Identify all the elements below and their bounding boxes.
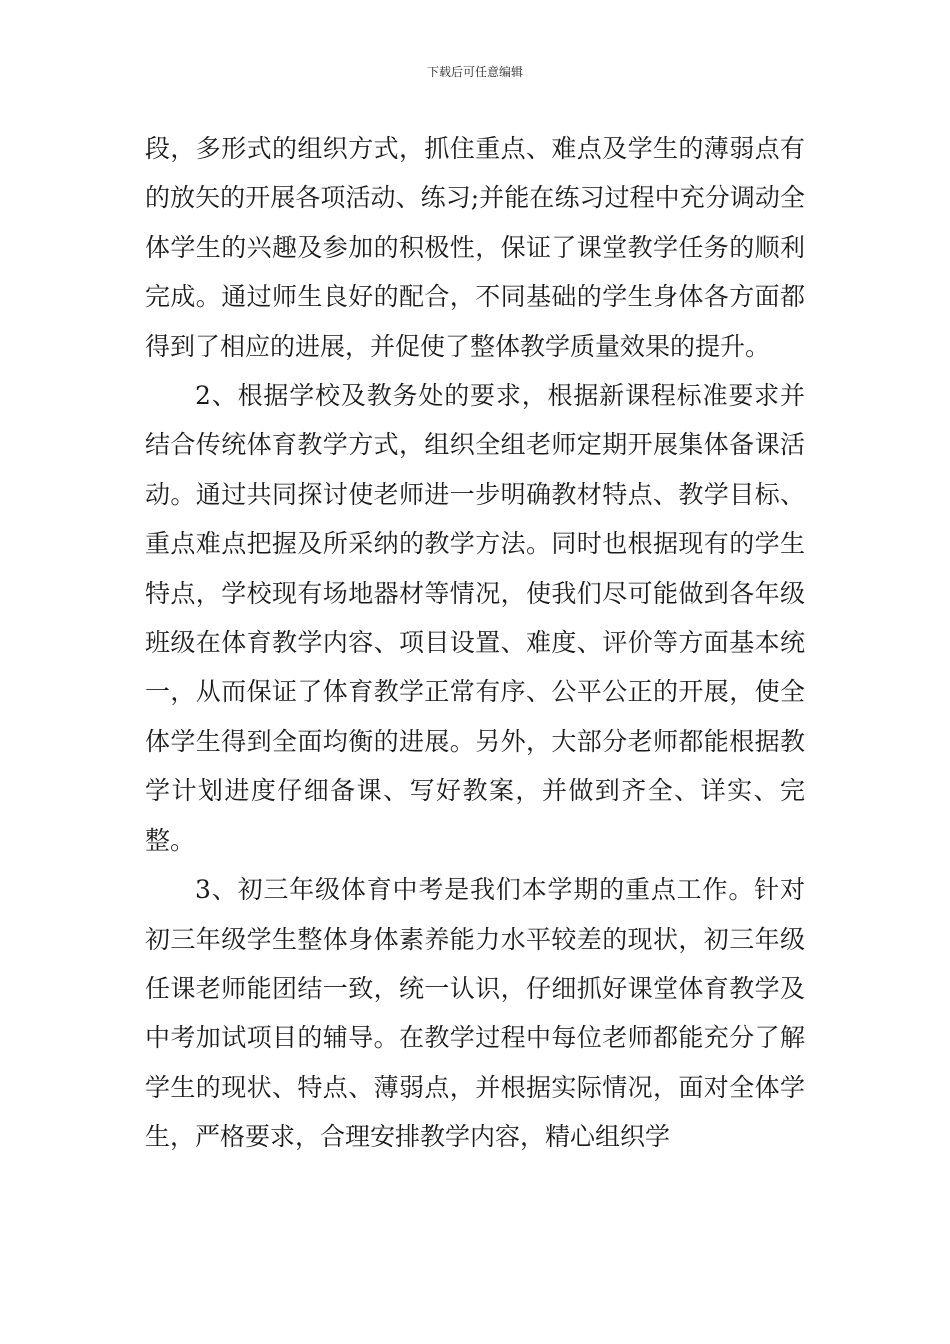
paragraph-continuation: 段，多形式的组织方式，抓住重点、难点及学生的薄弱点有的放矢的开展各项活动、练习;并能在练习过程中充分调动全体学生的兴趣及参加的积极性，保证了课堂教学任务的顺利完成。通过师生良好的配合，不同基础的学生身体各方面都得到了相应的进展，并促使了整体教学质量效果的提升。 [145, 134, 805, 361]
page-header: 下载后可任意编辑 [426, 65, 523, 79]
paragraph-item-3: 3、初三年级体育中考是我们本学期的重点工作。针对初三年级学生整体身体素养能力水平较差的现状，初三年级任课老师能团结一致，统一认识，仔细抓好课堂体育教学及中考加试项目的辅导。在教学过程中每位老师都能充分了解学生的现状、特点、薄弱点，并根据实际情况，面对全体学生，严格要求，合理安排教学内容，精心组织学 [145, 875, 805, 1152]
paragraph-item-2: 2、根据学校及教务处的要求，根据新课程标准要求并结合传统体育教学方式，组织全组老师定期开展集体备课活动。通过共同探讨使老师进一步明确教材特点、教学目标、重点难点把握及所采纳的教学方法。同时也根据现有的学生特点，学校现有场地器材等情况，使我们尽可能做到各年级班级在体育教学内容、项目设置、难度、评价等方面基本统一，从而保证了体育教学正常有序、公平公正的开展，使全体学生得到全面均衡的进展。另外，大部分老师都能根据教学计划进度仔细备课、写好教案，并做到齐全、详实、完整。 [145, 381, 805, 855]
document-body [145, 124, 805, 1162]
